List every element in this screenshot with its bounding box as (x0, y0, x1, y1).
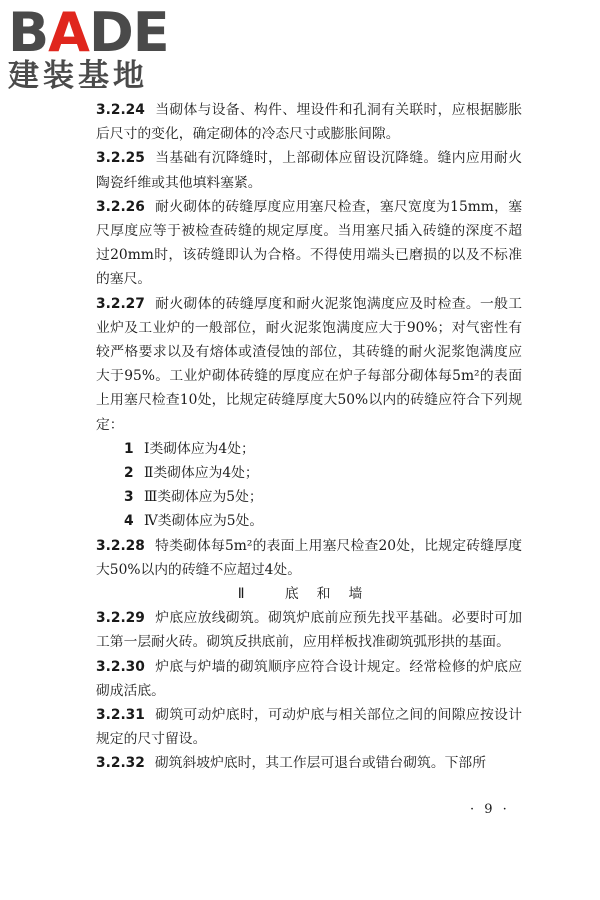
clause-3-2-32: 3.2.32 砌筑斜坡炉底时，其工作层可退台或错台砌筑。下部所 (96, 755, 487, 772)
clause-3-2-24: 3.2.24 当砌体与设备、构件、埋设件和孔洞有关联时，应根据膨胀后尺寸的变化，确定砌体的冷态尺寸或膨胀间隙。 (96, 102, 522, 143)
list-item: 2 Ⅱ类砌体应为4处； (124, 465, 259, 482)
clause-3-2-25: 3.2.25 当基础有沉降缝时，上部砌体应留设沉降缝。缝内应用耐火陶瓷纤维或其他填料塞紧。 (96, 150, 522, 191)
clause-3-2-28: 3.2.28 特类砌体每5m²的表面上用塞尺检查20处，比规定砖缝厚度大50%以内的砖缝不应超过4处。 (96, 537, 522, 578)
clause-3-2-27: 3.2.27 耐火砌体的砖缝厚度和耐火泥浆饱满度应及时检查。一般工业炉及工业炉的一般部位，耐火泥浆饱满度应大于90%；对气密性有较严格要求以及有熔体或渣侵蚀的部位，其砖缝的耐火泥浆饱满度应大于95%。工业炉砌体砖缝的厚度应在炉子每部分砌体每5m²的表面上用塞尺检查10处，比规定砖缝厚度大50%以内的砖缝应符合下列规定： (96, 295, 522, 433)
list-item: 1 Ⅰ类砌体应为4处； (124, 440, 255, 457)
list-item: 3 Ⅲ类砌体应为5处； (124, 489, 263, 506)
page-number: · 9 · (470, 802, 510, 817)
logo-subtitle: 建装基地 (8, 58, 148, 94)
clause-3-2-26: 3.2.26 耐火砌体的砖缝厚度应用塞尺检查，塞尺宽度为15mm，塞尺厚度应等于被检查砖缝的规定厚度。当用塞尺插入砖缝的深度不超过20mm时，该砖缝即认为合格。不得使用端头已磨损的以及不标准的塞尺。 (96, 198, 522, 288)
logo-wordmark: BADE (8, 1, 169, 64)
clause-3-2-30: 3.2.30 炉底与炉墙的砌筑顺序应符合设计规定。经常检修的炉底应砌成活底。 (96, 658, 522, 699)
logo (8, 1, 178, 94)
section-heading: Ⅱ 底和墙 (237, 586, 381, 603)
clause-3-2-29: 3.2.29 炉底应放线砌筑。砌筑炉底前应预先找平基础。必要时可加工第一层耐火砖。砌筑反拱底前，应用样板找准砌筑弧形拱的基面。 (96, 610, 522, 651)
document-body (96, 98, 522, 776)
list-item: 4 Ⅳ类砌体应为5处。 (124, 513, 264, 530)
clause-3-2-31: 3.2.31 砌筑可动炉底时，可动炉底与相关部位之间的间隙应按设计规定的尺寸留设。 (96, 707, 522, 748)
